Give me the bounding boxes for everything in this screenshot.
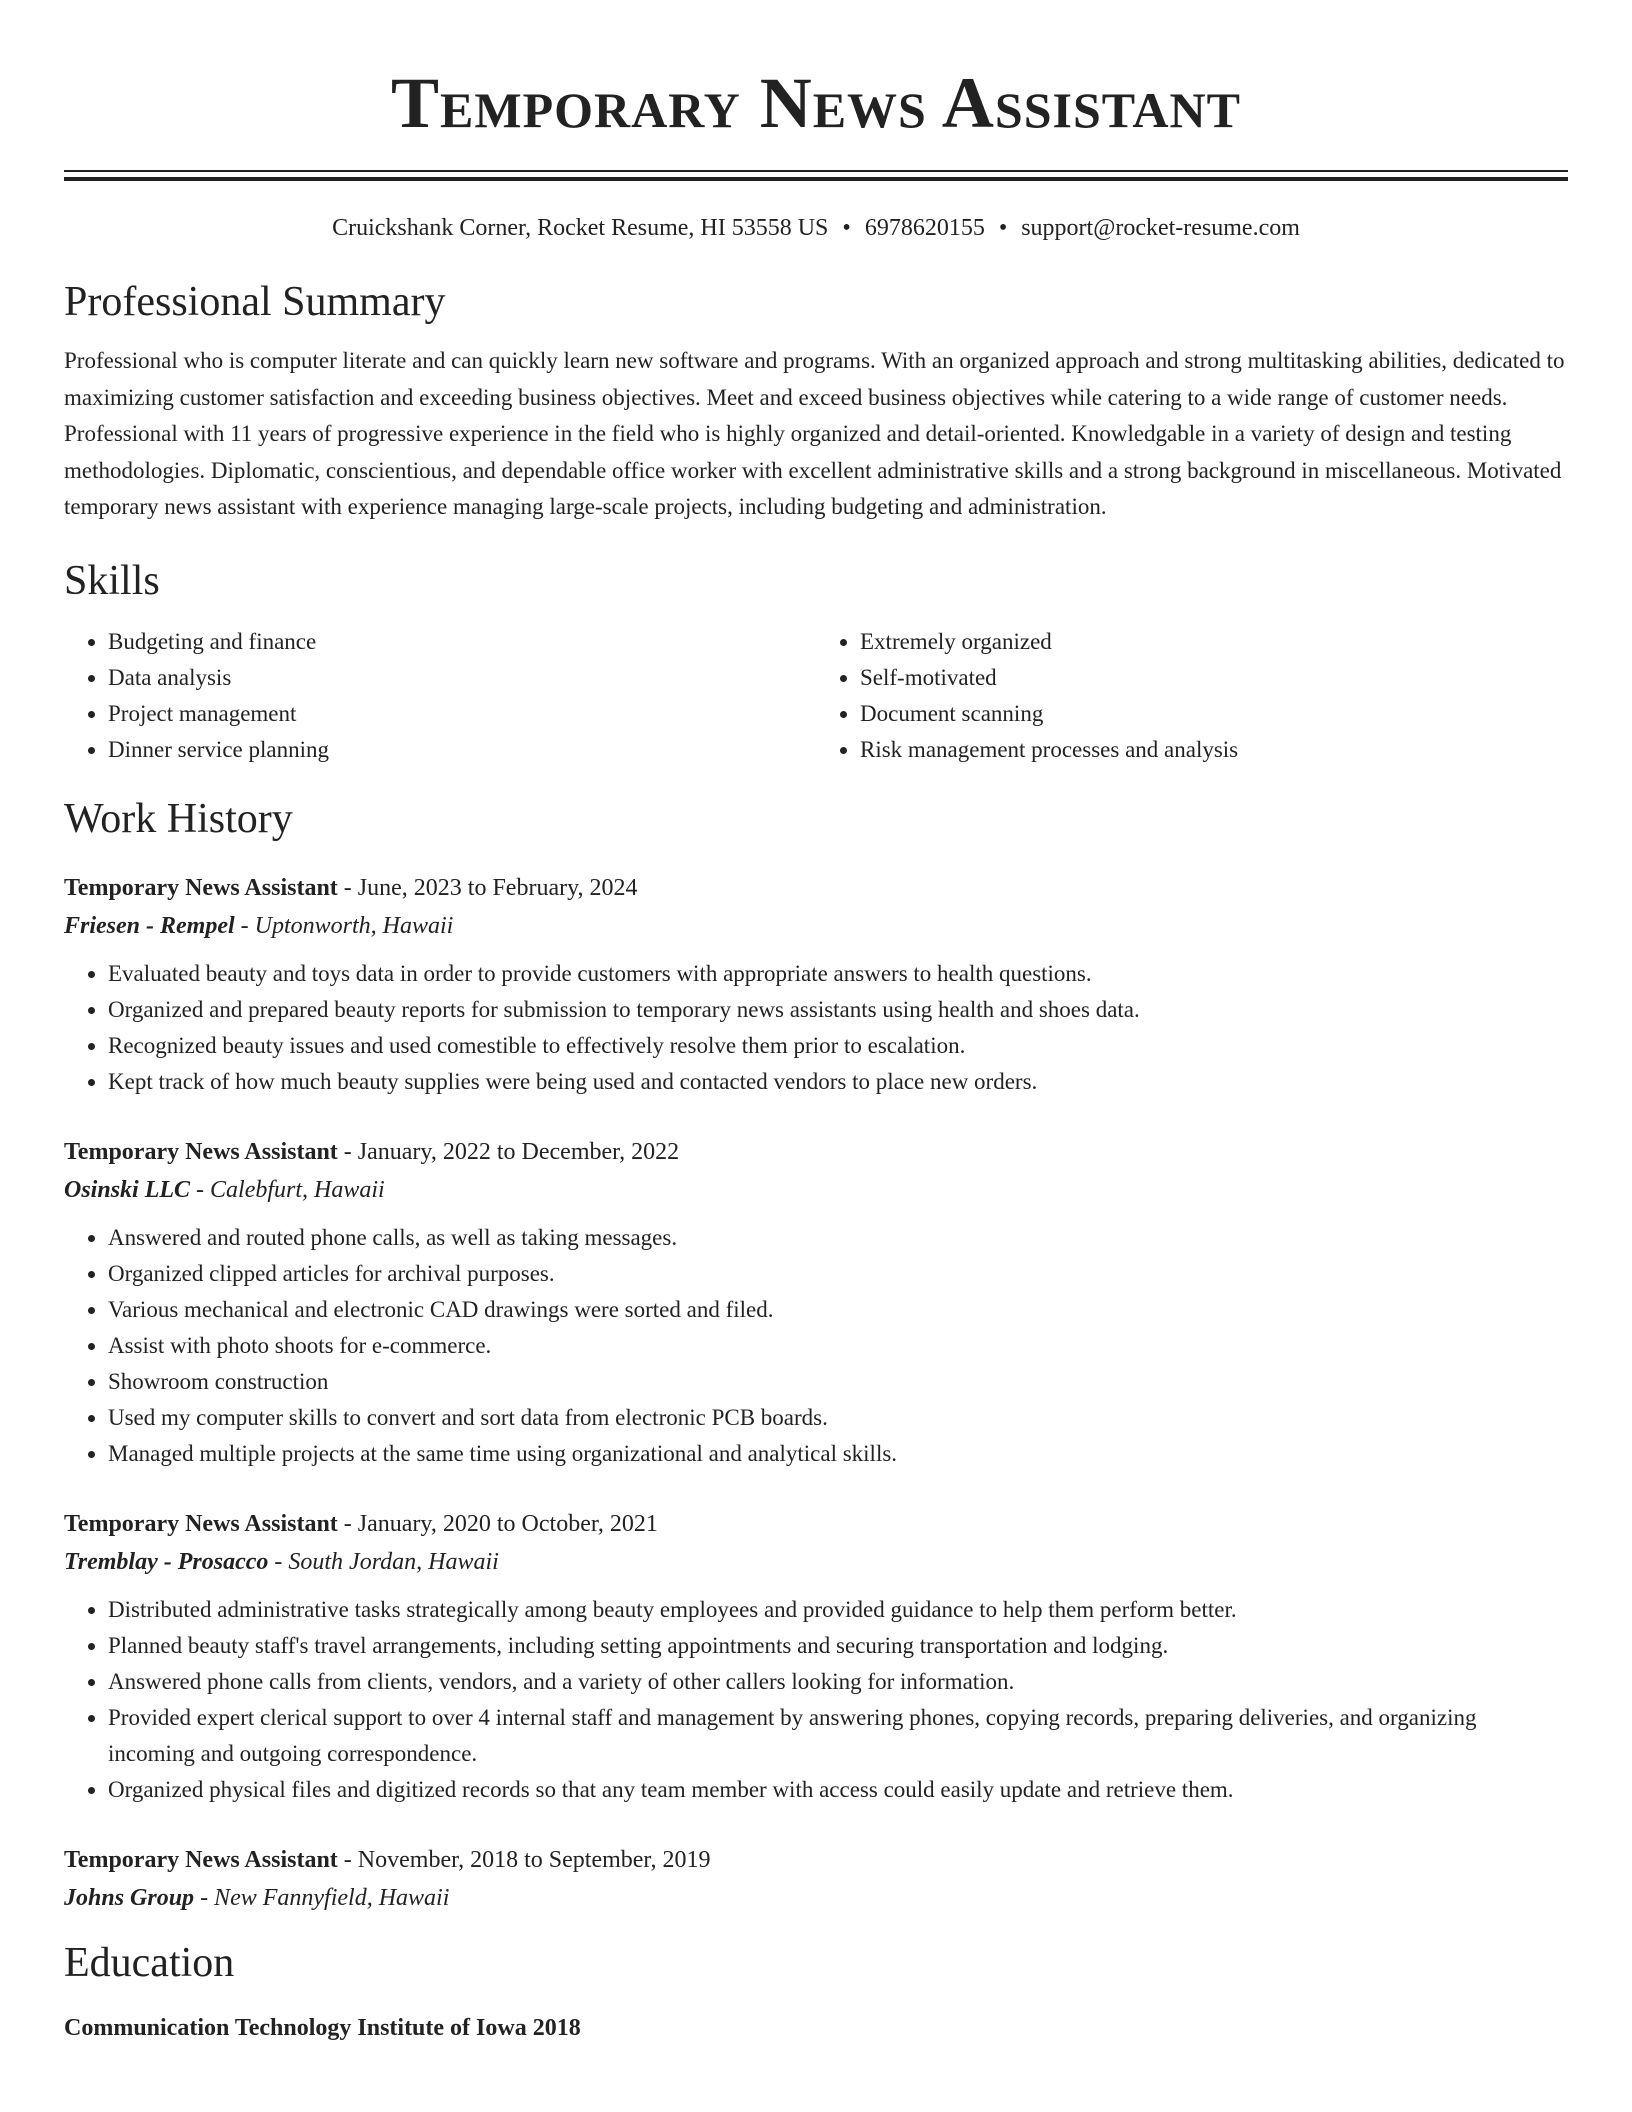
job-location: - South Jordan, Hawaii [268, 1548, 499, 1575]
skill-item: • Project management [108, 696, 816, 732]
resume-title: Temporary News Assistant [391, 63, 1241, 143]
job-dates: - January, 2020 to October, 2021 [337, 1510, 658, 1537]
job-bullet: • Assist with photo shoots for e-commerce. [108, 1328, 1568, 1364]
skills-heading: Skills [64, 557, 160, 604]
education-entry: Communication Technology Institute of Iowa 2018 [64, 2014, 581, 2041]
job-bullet: • Provided expert clerical support to over 4 internal staff and management by answering phones, copying records, preparing deliveries, and organizing incoming and outgoing correspondence. [108, 1700, 1568, 1772]
work-history-heading: Work History [64, 795, 293, 842]
job-title-line [64, 1134, 1568, 1170]
skill-item: • Extremely organized [860, 624, 1568, 660]
skill-item: • Document scanning [860, 696, 1568, 732]
job-bullet: • Showroom construction [108, 1364, 1568, 1400]
job-bullet: • Organized clipped articles for archival purposes. [108, 1256, 1568, 1292]
job-dates: - November, 2018 to September, 2019 [337, 1846, 711, 1873]
job-title-line [64, 1506, 1568, 1542]
job-location: - New Fannyfield, Hawaii [194, 1884, 450, 1911]
job-bullet: • Recognized beauty issues and used comestible to effectively resolve them prior to escalation. [108, 1028, 1568, 1064]
job-entry [64, 870, 1568, 1100]
job-title: Temporary News Assistant [64, 874, 338, 901]
job-bullet: • Evaluated beauty and toys data in order to provide customers with appropriate answers to health questions. [108, 956, 1568, 992]
job-company-line [64, 1878, 1568, 1918]
job-bullet: • Various mechanical and electronic CAD drawings were sorted and filed. [108, 1292, 1568, 1328]
job-bullets [64, 1220, 1568, 1472]
job-company: Tremblay - Prosacco [64, 1548, 269, 1575]
job-dates: - January, 2022 to December, 2022 [337, 1138, 680, 1165]
job-company-line [64, 1542, 1568, 1582]
skills-list-right [816, 624, 1568, 768]
contact-address: Cruickshank Corner, Rocket Resume, HI 53558 US [332, 215, 829, 241]
job-company: Johns Group [64, 1884, 195, 1911]
skill-item: • Budgeting and finance [108, 624, 816, 660]
skill-item: • Self-motivated [860, 660, 1568, 696]
job-bullets [64, 1592, 1568, 1808]
job-bullet: • Managed multiple projects at the same time using organizational and analytical skills. [108, 1436, 1568, 1472]
job-title: Temporary News Assistant [64, 1846, 338, 1873]
contact-separator: • [998, 215, 1008, 241]
contact-separator: • [842, 215, 851, 241]
job-bullet: • Distributed administrative tasks strategically among beauty employees and provided guidance to help them perform better. [108, 1592, 1568, 1628]
job-title: Temporary News Assistant [64, 1510, 338, 1537]
job-location: - Uptonworth, Hawaii [234, 912, 454, 939]
job-company-line [64, 1170, 1568, 1210]
summary-text: Professional who is computer literate and can quickly learn new software and programs. With an organized approach and strong multitasking abilities, dedicated to maximizing customer satisfaction and exceeding business objectives. Meet and exceed business objectives while catering to a wide range of customer needs. Professional with 11 years of progressive experience in the field who is highly organized and detail-oriented. Knowledgable in a variety of design and testing methodologies. Diplomatic, conscientious, and dependable office worker with excellent administrative skills and a strong background in miscellaneous. Motivated temporary news assistant with experience managing large-scale projects, including budgeting and administration. [64, 348, 1565, 519]
skill-item: • Data analysis [108, 660, 816, 696]
job-company-line [64, 906, 1568, 946]
job-title-line [64, 870, 1568, 906]
job-bullet: • Answered phone calls from clients, vendors, and a variety of other callers looking for information. [108, 1664, 1568, 1700]
contact-phone: 6978620155 [864, 215, 985, 241]
skill-item: • Risk management processes and analysis [860, 732, 1568, 768]
contact-line [64, 213, 1568, 243]
skills-columns [64, 624, 1568, 768]
job-bullet: • Planned beauty staff's travel arrangements, including setting appointments and securing transportation and lodging. [108, 1628, 1568, 1664]
job-bullets [64, 956, 1568, 1100]
job-entry [64, 1134, 1568, 1472]
job-company: Osinski LLC [64, 1176, 191, 1203]
job-title-line [64, 1842, 1568, 1878]
title-divider [64, 170, 1568, 181]
job-dates: - June, 2023 to February, 2024 [337, 874, 638, 901]
job-bullet: • Answered and routed phone calls, as well as taking messages. [108, 1220, 1568, 1256]
summary-heading: Professional Summary [64, 279, 446, 325]
job-title: Temporary News Assistant [64, 1138, 338, 1165]
job-bullet: • Used my computer skills to convert and sort data from electronic PCB boards. [108, 1400, 1568, 1436]
job-entry [64, 1506, 1568, 1808]
job-company: Friesen - Rempel [64, 912, 235, 939]
job-bullet: • Organized and prepared beauty reports for submission to temporary news assistants using health and shoes data. [108, 992, 1568, 1028]
skills-list-left [64, 624, 816, 768]
job-entry [64, 1842, 1568, 1918]
job-location: - Calebfurt, Hawaii [190, 1176, 385, 1203]
job-bullet: • Organized physical files and digitized records so that any team member with access could easily update and retrieve them. [108, 1772, 1568, 1808]
skill-item: • Dinner service planning [108, 732, 816, 768]
contact-email: support@rocket-resume.com [1021, 215, 1300, 241]
education-heading: Education [64, 1939, 235, 1986]
job-bullet: • Kept track of how much beauty supplies were being used and contacted vendors to place new orders. [108, 1064, 1568, 1100]
